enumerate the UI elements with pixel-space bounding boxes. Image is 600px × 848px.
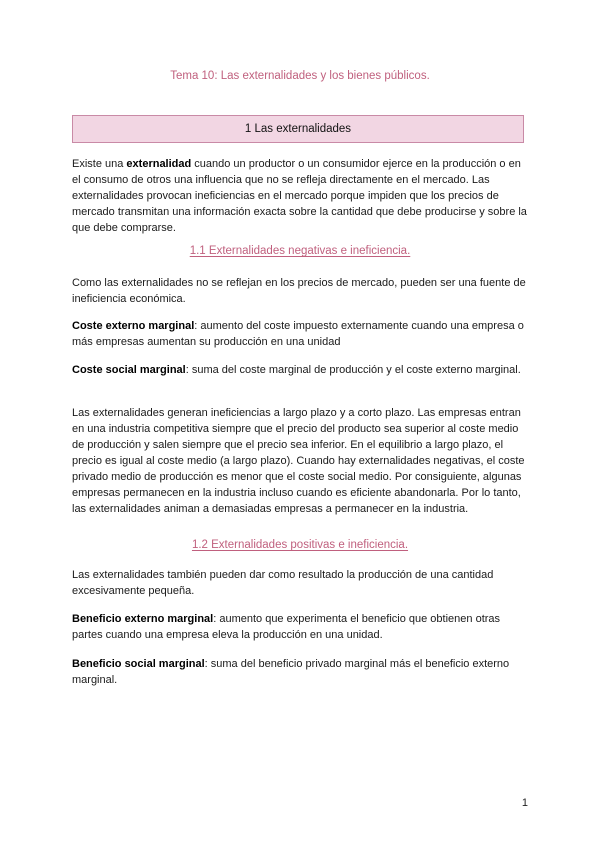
definition-beneficio-externo-marginal <box>72 611 528 643</box>
subsection-heading-1: 1.1 Externalidades negativas e ineficiencia. <box>189 245 411 257</box>
intro-pre: Existe una <box>72 158 127 170</box>
page-number: 1 <box>521 797 528 809</box>
subsection1-paragraph-1: Como las externalidades no se reflejan en los precios de mercado, pueden ser una fuente de ineficiencia económica. <box>72 277 526 305</box>
definition-term: Coste social marginal <box>72 364 186 376</box>
subsection-heading-2: 1.2 Externalidades positivas e ineficiencia. <box>191 539 409 551</box>
intro-term: externalidad <box>126 158 192 170</box>
definition-term: Beneficio social marginal <box>72 658 205 670</box>
definition-coste-social-marginal <box>72 362 528 378</box>
definition-term: Coste externo marginal <box>72 320 195 332</box>
definition-text: : aumento que experimenta el beneficio que obtienen otras partes cuando una empresa eleva la producción en una unidad. <box>72 613 501 641</box>
intro-post: cuando un productor o un consumidor ejerce en la producción o en el consumo de otros una influencia que no se refleja directamente en el mercado. Las externalidades provocan ineficiencias en el mercado porque impiden que los precios de mercado transmitan una información exacta sobre la cantidad que debe producirse y sobre la que debe comprarse. <box>72 158 527 234</box>
document-title: Tema 10: Las externalidades y los bienes públicos. <box>170 70 430 82</box>
definition-term: Beneficio externo marginal <box>72 613 214 625</box>
definition-beneficio-social-marginal <box>72 656 528 688</box>
section-heading: 1 Las externalidades <box>72 115 524 143</box>
intro-paragraph <box>72 156 528 236</box>
definition-text: : suma del beneficio privado marginal más el beneficio externo marginal. <box>72 658 510 686</box>
subsection1-paragraph-2: Las externalidades generan ineficiencias a largo plazo y a corto plazo. Las empresas entran en una industria competitiva siempre que el precio del producto sea superior al coste medio de producción y salen siempre que el precio sea inferior. En el equilibrio a largo plazo, el precio es igual al coste medio (a largo plazo). Cuando hay externalidades negativas, el coste privado medio de producción es menor que el coste social medio. Por consiguiente, algunas empresas permanecen en la industria incluso cuando es eficiente abandonarla. Por lo tanto, las externalidades animan a demasiadas empresas a permanecer en la industria. <box>72 407 525 515</box>
definition-text: : suma del coste marginal de producción y el coste externo marginal. <box>185 364 521 376</box>
subsection2-paragraph-1: Las externalidades también pueden dar como resultado la producción de una cantidad excesivamente pequeña. <box>72 569 494 597</box>
definition-coste-externo-marginal <box>72 318 528 350</box>
definition-text: : aumento del coste impuesto externamente cuando una empresa o más empresas aumentan su producción en una unidad <box>72 320 524 348</box>
